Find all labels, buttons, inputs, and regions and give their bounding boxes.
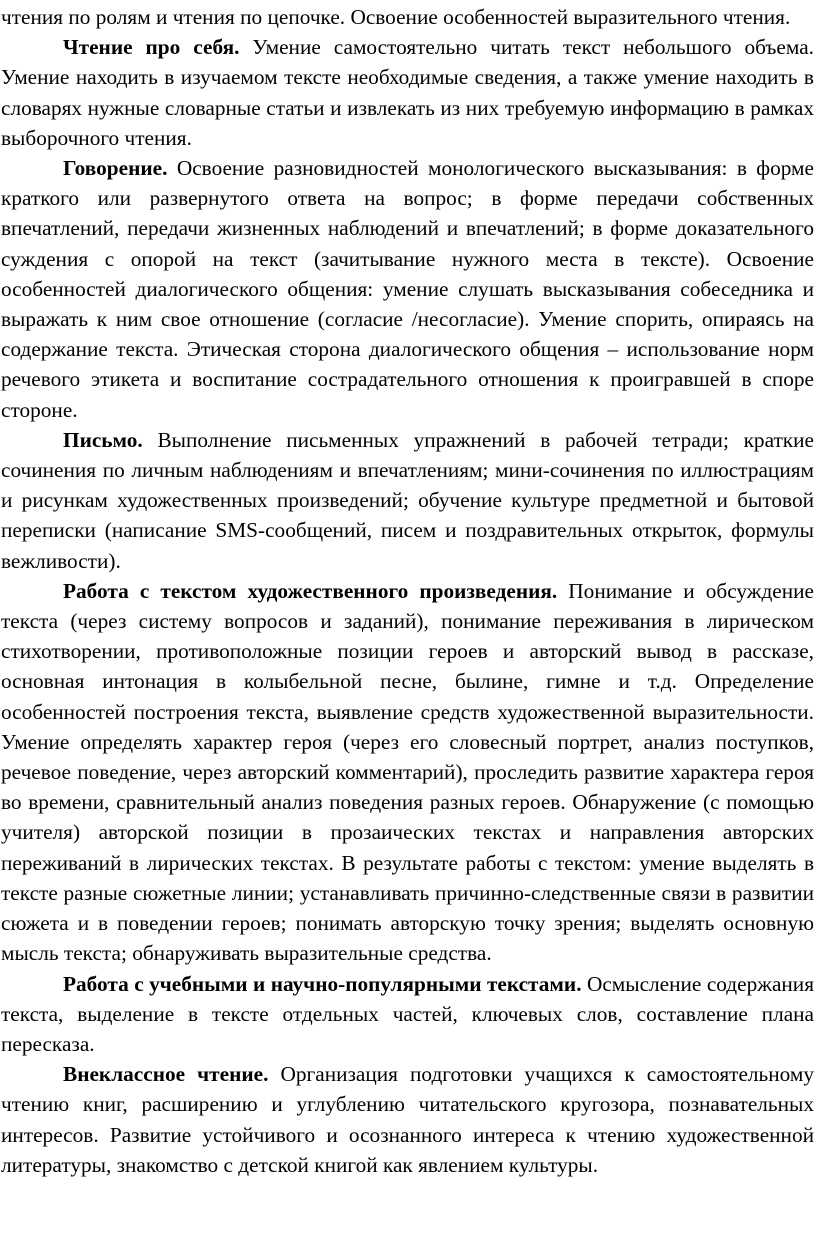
paragraph-text: Выполнение письменных упражнений в рабочей тетради; краткие сочинения по личным наблюдениям и впечатлениям; мини-сочинения по иллюстрациям и рисункам художественных произведений; обучение культуре предметной и бытовой переписки (написание SMS-сообщений, писем и поздравительных открыток, формулы вежливости). [1,427,814,573]
paragraph-speaking [1,153,814,425]
paragraph-reading-roles [1,2,814,32]
paragraph-text: Организация подготовки учащихся к самостоятельному чтению книг, расширению и углублению читательского кругозора, познавательных интересов. Развитие устойчивого и осознанного интереса к чтению художественной литературы, знакомство с детской книгой как явлением культуры. [1,1062,815,1177]
paragraph-text: Умение самостоятельно читать текст небольшого объема. Умение находить в изучаемом тексте необходимые сведения, а также умение находить в словарях нужные словарные статьи и извлекать из них требуемую информацию в рамках выборочного чтения. [1,35,814,150]
paragraph-text: Освоение разновидностей монологического высказывания: в форме краткого или развернутого ответа на вопрос; в форме передачи собственных впечатлений, передачи жизненных наблюдений и впечатлений; в форме доказательного суждения с опорой на текст (зачитывание нужного места в тексте). Освоение особенностей диалогического общения: умение слушать высказывания собеседника и выражать к ним свое отношение (согласие /несогласие). Умение спорить, опираясь на содержание текста. Этическая сторона диалогического общения – использование норм речевого этикета и воспитание сострадательного отношения к проигравшей в споре стороне. [1,156,814,422]
paragraph-heading: Внеклассное чтение. [63,1062,269,1087]
paragraph-heading: Работа с текстом художественного произведения. [63,578,558,603]
paragraph-writing [1,425,814,576]
paragraph-heading: Говорение. [63,156,168,181]
paragraph-educational-texts [1,969,814,1060]
paragraph-heading: Письмо. [63,427,143,452]
paragraph-heading: Работа с учебными и научно-популярными текстами. [63,971,582,996]
paragraph-text: Понимание и обсуждение текста (через систему вопросов и заданий), понимание переживания в лирическом стихотворении, противоположные позиции героев и авторский вывод в рассказе, основная интонация в колыбельной песне, былине, гимне и т.д. Определение особенностей построения текста, выявление средств художественной выразительности. Умение определять характер героя (через его словесный портрет, анализ поступков, речевое поведение, через авторский комментарий), проследить развитие характера героя во времени, сравнительный анализ поведения разных героев. Обнаружение (с помощью учителя) авторской позиции в прозаических текстах и направления авторских переживаний в лирических текстах. В результате работы с текстом: умение выделять в тексте разные сюжетные линии; устанавливать причинно-следственные связи в развитии сюжета и в поведении героев; понимать авторскую точку зрения; выделять основную мысль текста; обнаруживать выразительные средства. [1,578,814,966]
paragraph-extracurricular-reading [1,1059,814,1180]
paragraph-text: Осмысление содержания текста, выделение в тексте отдельных частей, ключевых слов, составление плана пересказа. [1,971,814,1056]
paragraph-silent-reading [1,32,814,153]
paragraph-text: чтения по ролям и чтения по цепочке. Освоение особенностей выразительного чтения. [1,5,791,29]
paragraph-literary-text-work [1,576,814,969]
paragraph-heading: Чтение про себя. [63,35,240,60]
